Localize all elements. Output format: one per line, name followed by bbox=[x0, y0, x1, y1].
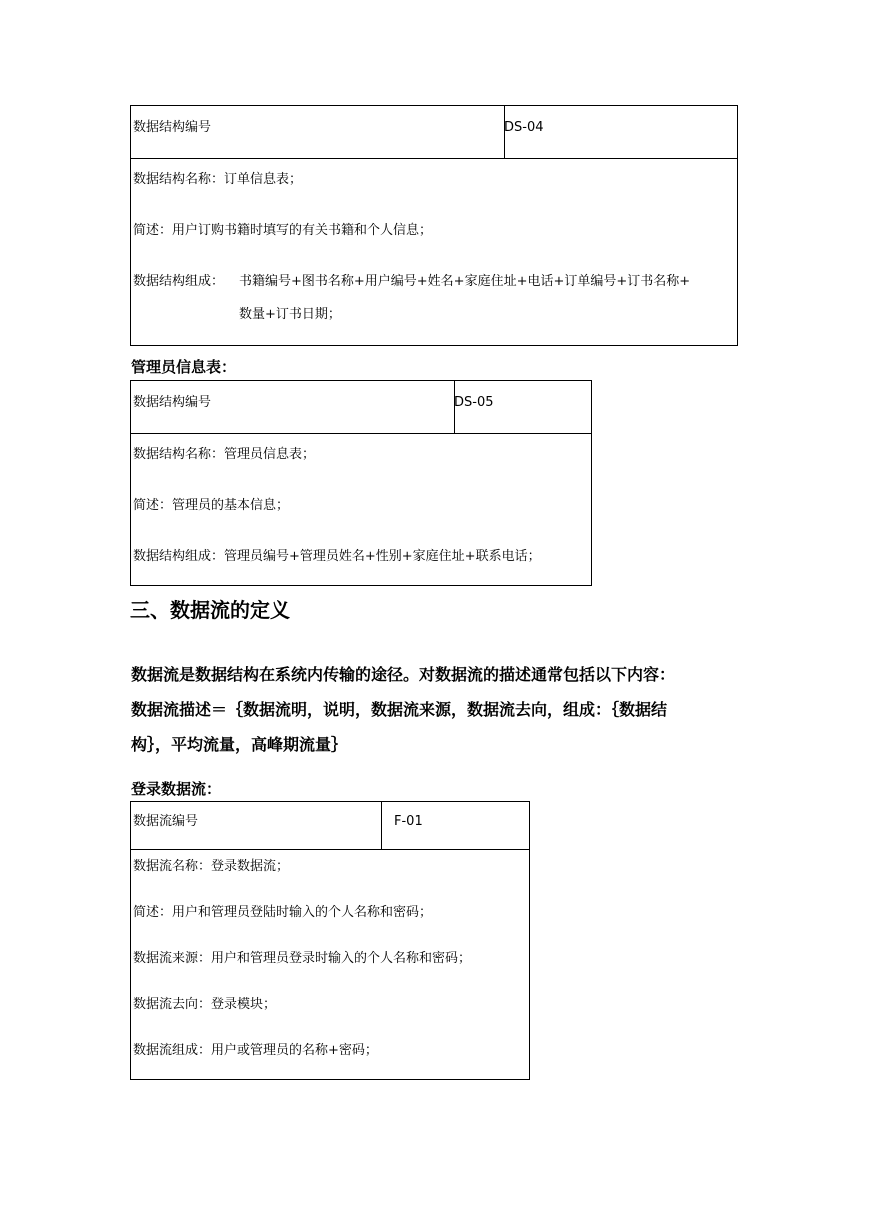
ds04-composition-label: 数据结构组成： bbox=[133, 274, 225, 289]
table-ds04 bbox=[130, 105, 738, 346]
ds05-composition: 数据结构组成：管理员编号+管理员姓名+性别+家庭住址+联系电话； bbox=[133, 549, 541, 564]
intro-line-2: 数据流描述＝｛数据流明，说明，数据流来源，数据流去向，组成：｛数据结 bbox=[131, 700, 668, 719]
f01-composition: 数据流组成：用户或管理员的名称+密码； bbox=[133, 1043, 378, 1058]
ds04-id-value: DS-04 bbox=[504, 120, 544, 135]
f01-desc: 简述：用户和管理员登陆时输入的个人名称和密码； bbox=[133, 905, 433, 920]
table-ds04-header-row bbox=[131, 106, 737, 159]
ds05-id-label: 数据结构编号 bbox=[133, 395, 212, 410]
f01-id-value: F-01 bbox=[394, 814, 423, 829]
table-ds05 bbox=[130, 380, 592, 586]
heading-login-flow: 登录数据流： bbox=[131, 780, 222, 798]
ds05-id-value: DS-05 bbox=[454, 395, 494, 410]
ds05-desc: 简述：管理员的基本信息； bbox=[133, 498, 290, 513]
f01-source: 数据流来源：用户和管理员登录时输入的个人名称和密码； bbox=[133, 951, 472, 966]
ds04-composition-line2: 数量+订书日期； bbox=[239, 307, 341, 322]
f01-id-label: 数据流编号 bbox=[133, 814, 199, 829]
column-divider bbox=[381, 802, 382, 849]
section-title: 三、数据流的定义 bbox=[130, 598, 290, 622]
intro-line-1: 数据流是数据结构在系统内传输的途径。对数据流的描述通常包括以下内容： bbox=[131, 665, 676, 684]
heading-admin-table: 管理员信息表： bbox=[131, 358, 237, 376]
ds04-name: 数据结构名称：订单信息表； bbox=[133, 172, 303, 187]
f01-destination: 数据流去向：登录模块； bbox=[133, 997, 277, 1012]
ds04-desc: 简述：用户订购书籍时填写的有关书籍和个人信息； bbox=[133, 223, 433, 238]
ds04-id-label: 数据结构编号 bbox=[133, 120, 212, 135]
table-f01 bbox=[130, 801, 530, 1080]
ds04-composition-line1: 书籍编号+图书名称+用户编号+姓名+家庭住址+电话+订单编号+订书名称+ bbox=[239, 274, 691, 289]
f01-name: 数据流名称：登录数据流； bbox=[133, 859, 290, 874]
ds05-name: 数据结构名称：管理员信息表； bbox=[133, 447, 316, 462]
intro-line-3: 构｝，平均流量，高峰期流量｝ bbox=[131, 735, 348, 754]
